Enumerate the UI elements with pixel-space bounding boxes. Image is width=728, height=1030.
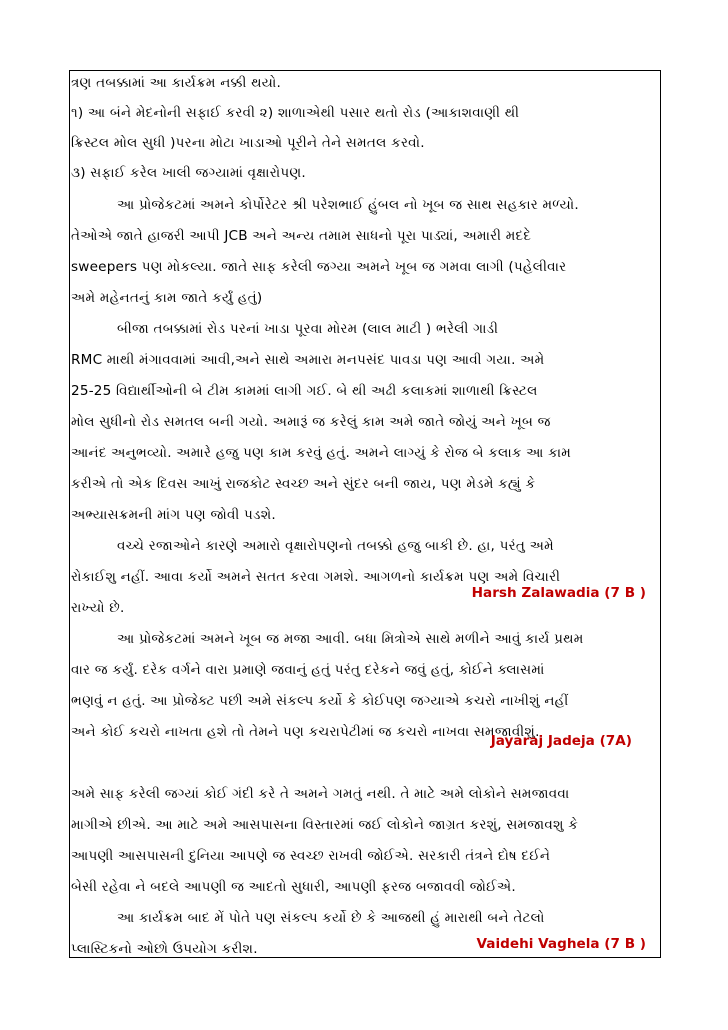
paragraph-line: 25-25 વિદ્યાર્થીઓની બે ટીમ કામમાં લાગી ગઈ. બે થી અઢી કલાકમાં શાળાથી ક્રિસ્ટલ [71,383,538,399]
paragraph-line: તેઓએ જાતે હાજરી આપી JCB અને અન્ય તમામ સાધનો પૂરા પાડ્યાં, અમારી મદદે [71,228,532,244]
paragraph-line: બેસી રહેવા ને બદલે આપણી જ આદતો સુધારી, આપણી ફરજ બજાવવી જોઈએ. [71,879,516,895]
paragraph-line: આપણી આસપાસની દુનિયા આપણે જ સ્વચ્છ રાખવી જોઈએ. સરકારી તંત્રને દોષ દઈને [71,848,551,864]
paragraph-line: અભ્યાસક્રમની માંગ પણ જોવી પડશે. [71,507,276,523]
paragraph-line: ક્રિસ્ટલ મોલ સુધી )પરના મોટા ખાડાઓ પૂરીને તેને સમતલ કરવો. [71,135,425,151]
paragraph-line: આ પ્રોજેકટમાં અમને કોર્પોરેટર શ્રી પરેશભાઈ હુંબલ નો ખૂબ જ સાથ સહકાર મળ્યો. [117,197,579,213]
paragraph-line: ૩) સફાઈ કરેલ ખાલી જગ્યામાં વૃક્ષારોપણ. [71,165,306,181]
paragraph-line: sweepers પણ મોકલ્યા. જાતે સાફ કરેલી જગ્યા અમને ખૂબ જ ગમવા લાગી (પહેલીવાર [71,259,567,275]
paragraph-line: અમે સાફ કરેલી જગ્યાં કોઈ ગંદી કરે તે અમને ગમતું નથી. તે માટે અમે લોકોને સમજાવવા [71,786,570,802]
paragraph-line: કરીએ તો એક દિવસ આખું રાજકોટ સ્વચ્છ અને સુંદર બની જાય, પણ મેડમે કહ્યું કે [71,476,536,492]
paragraph-line: ભણવું ન હતું. આ પ્રોજેક્ટ પછી અમે સંકલ્પ કર્યો કે કોઈપણ જગ્યાએ કચરો નાખીશું નહીં [71,693,569,709]
signature-vaidehi-vaghela: Vaidehi Vaghela (7 B ) [476,936,646,952]
paragraph-line: વાર જ કર્યું. દરેક વર્ગને વારા પ્રમાણે જવાનું હતું પરંતુ દરેકને જવું હતું, કોઈને ક્લાસમાં [71,662,545,678]
paragraph-line: વચ્ચે રજાઓને કારણે અમારો વૃક્ષારોપણનો તબક્કો હજુ બાકી છે. હા, પરંતુ અમે [117,538,554,554]
paragraph-line: આ પ્રોજેકટમાં અમને ખૂબ જ મજા આવી. બધા મિત્રોએ સાથે મળીને આવું કાર્ય પ્રથમ [117,631,584,647]
paragraph-line: પ્લાસ્ટિકનો ઓછો ઉપયોગ કરીશ. [71,941,258,957]
paragraph-line: રોકાઈશુ નહીં. આવા કર્યો અમને સતત કરવા ગમશે. આગળનો કાર્યક્રમ પણ અમે વિચારી [71,569,561,585]
signature-harsh-zalawadia: Harsh Zalawadia (7 B ) [471,585,646,601]
paragraph-line: રાખ્યો છે. [71,600,125,616]
signature-jayaraj-jadeja: Jayaraj Jadeja (7A) [490,733,632,749]
paragraph-line: RMC માથી મંગાવવામાં આવી,અને સાથે અમારા મનપસંદ પાવડા પણ આવી ગયા. અમે [71,352,545,368]
paragraph-line: અને કોઈ કચરો નાખતા હશે તો તેમને પણ કચરાપેટીમાં જ કચરો નાખવા સમજાવીશું. [71,724,540,740]
paragraph-line: ૧) આ બંને મેદનોની સફાઈ કરવી ૨) શાળાએથી પસાર થતો રોડ (આકાશવાણી થી [71,105,520,121]
paragraph-line: આનંદ અનુભવ્યો. અમારે હજુ પણ કામ કરવું હતું. અમને લાગ્યું કે રોજ બે કલાક આ કામ [71,445,572,461]
paragraph-line: અમે મહેનતનું કામ જાતે કર્યું હતું) [71,290,263,306]
paragraph-line: ત્રણ તબક્કામાં આ કાર્યક્રમ નક્કી થયો. [71,75,281,91]
paragraph-line: બીજા તબક્કામાં રોડ પરનાં ખાડા પૂરવા મોરમ (લાલ માટી ) ભરેલી ગાડી [117,321,499,337]
paragraph-line: માગીએ છીએ. આ માટે અમે આસપાસના વિસ્તારમાં જઈ લોકોને જાગ્રત કરશું, સમજાવશુ કે [71,817,579,833]
paragraph-line: આ કાર્યક્રમ બાદ મેં પોતે પણ સંકલ્પ કર્યો છે કે આજથી હું મારાથી બને તેટલો [117,910,545,926]
paragraph-line: મોલ સુધીનો રોડ સમતલ બની ગયો. અમારૂં જ કરેલું કામ અમે જાતે જોયું અને ખૂબ જ [71,414,551,430]
